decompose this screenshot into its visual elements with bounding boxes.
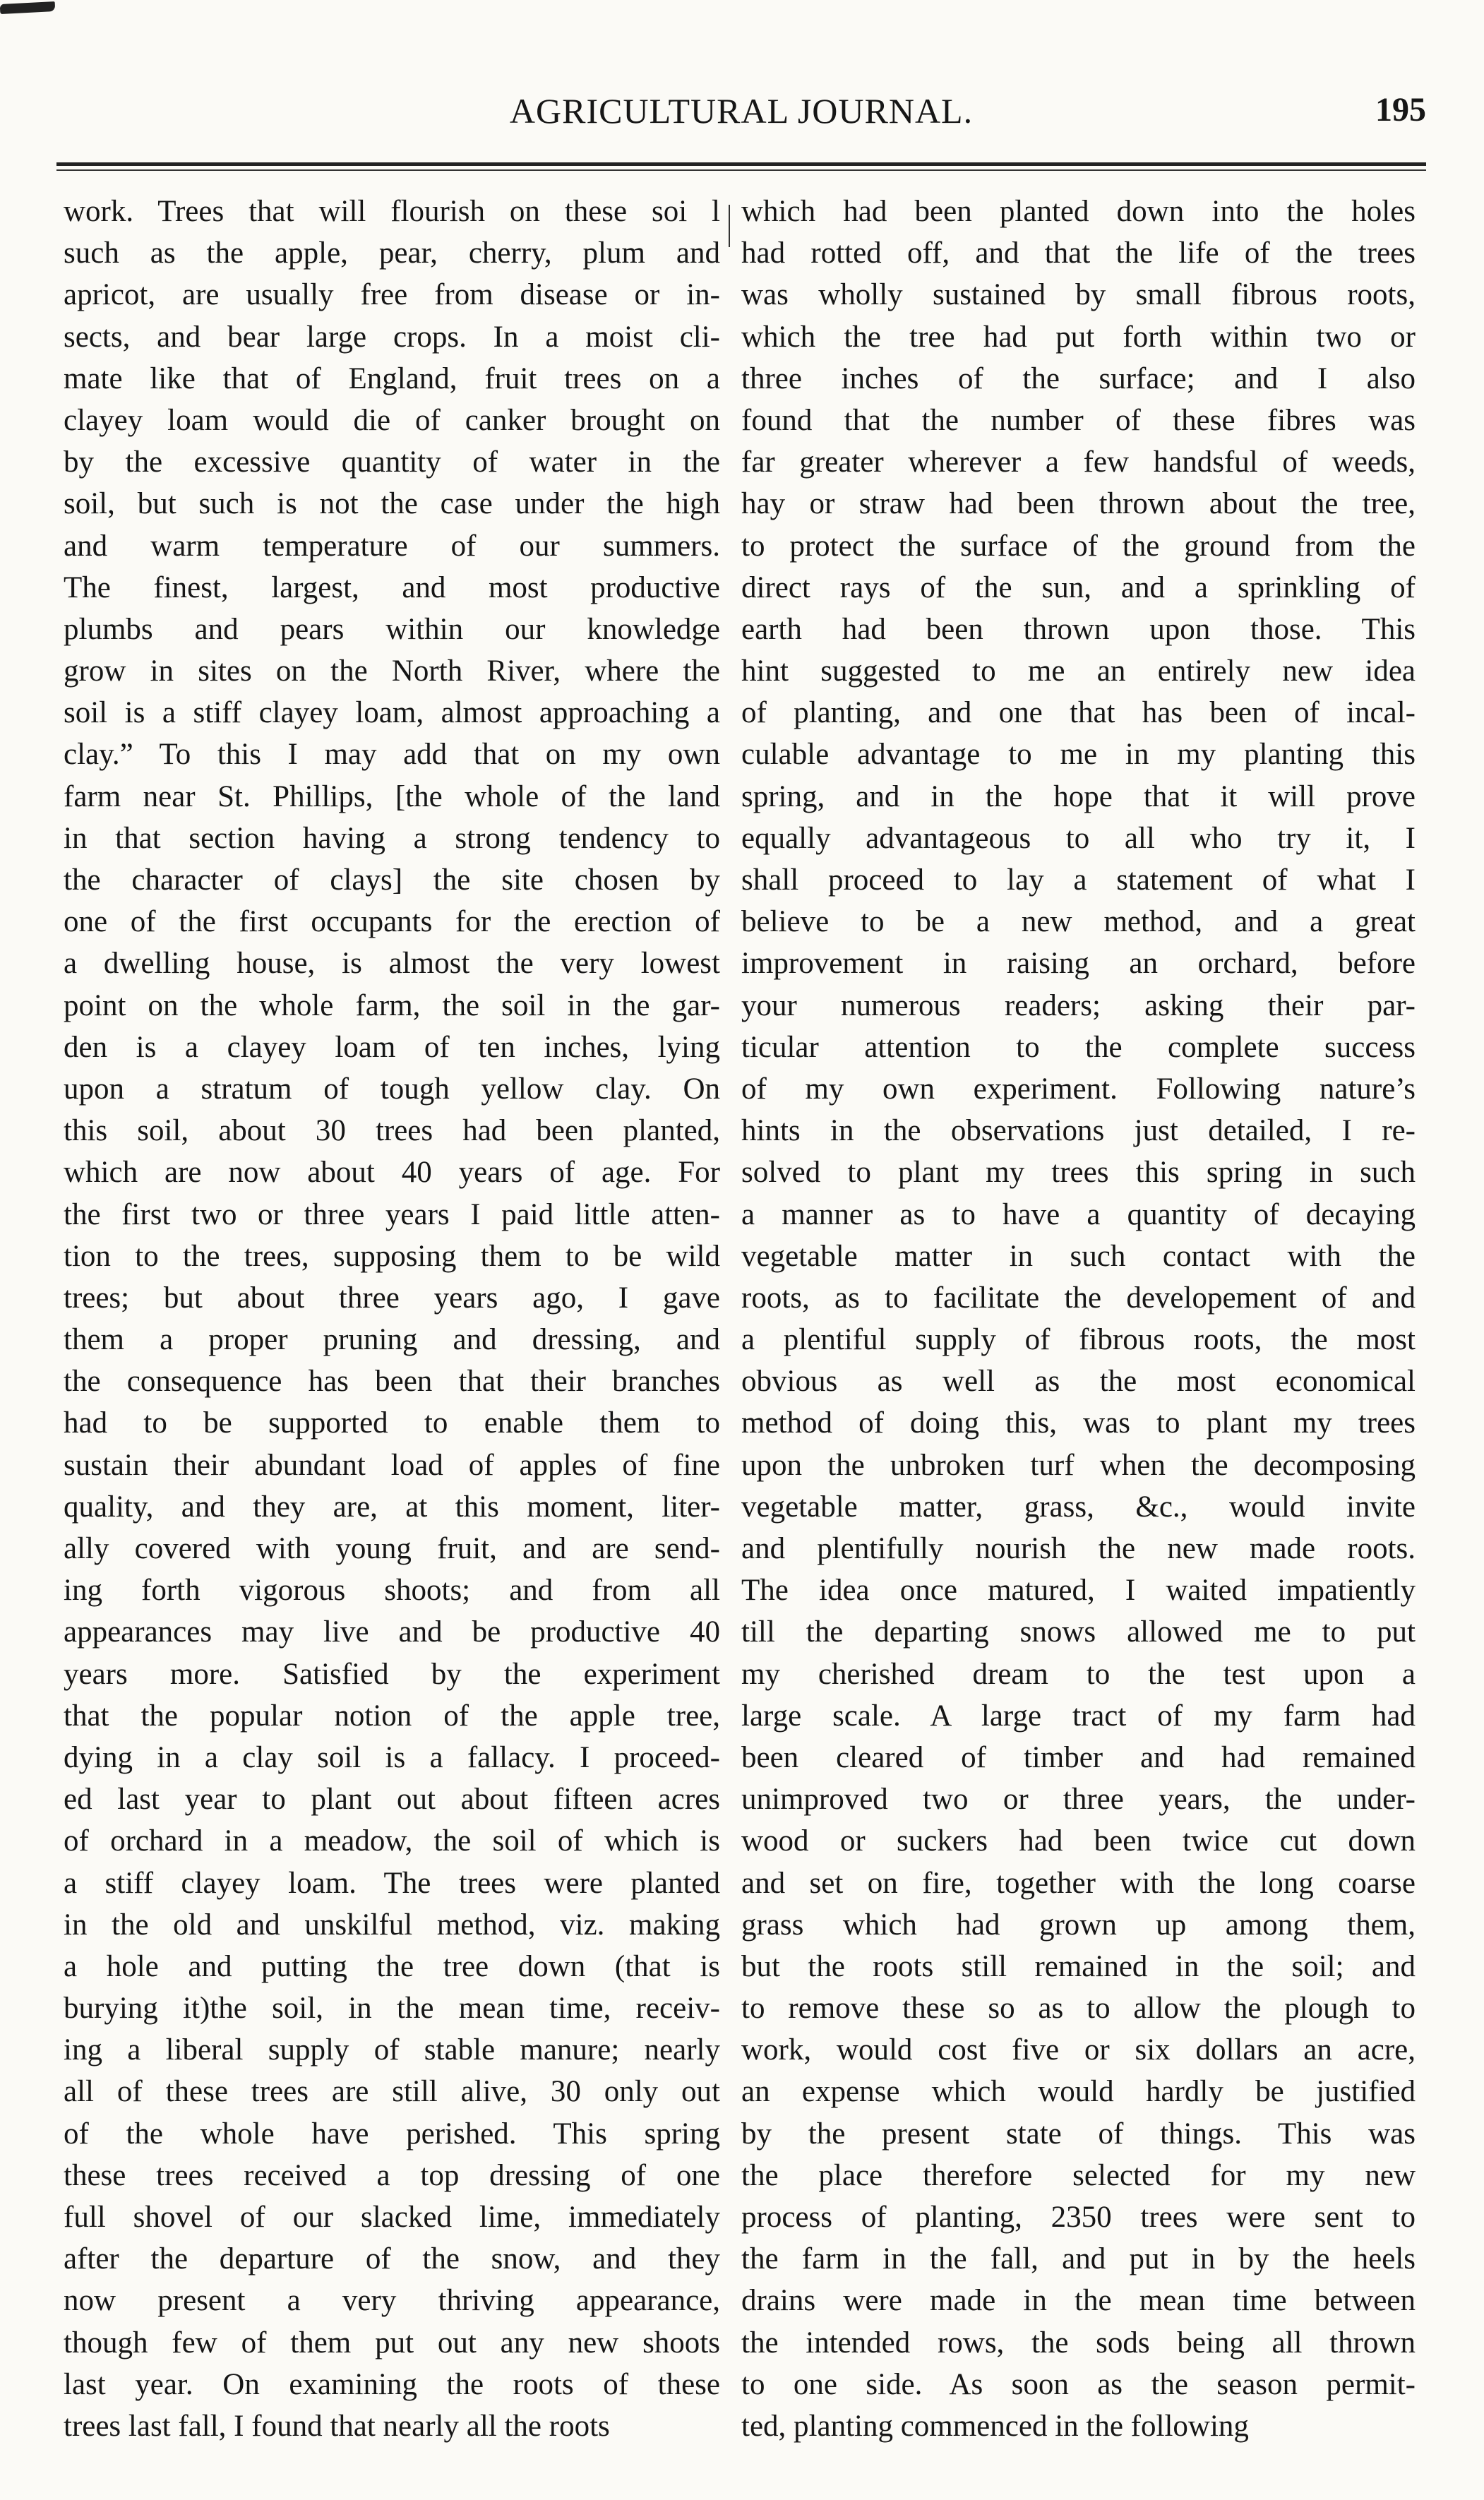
text-line: which had been planted down into the holes <box>741 195 1416 228</box>
text-line: my cherished dream to the test upon a <box>741 1657 1416 1691</box>
text-line: by the present state of things. This was <box>741 2117 1416 2151</box>
text-line: to protect the surface of the ground from the <box>741 529 1416 563</box>
text-line: a stiff clayey loam. The trees were planted <box>64 1866 720 1900</box>
text-line: but the roots still remained in the soil; and <box>741 1949 1416 1983</box>
text-line: far greater wherever a few handsful of weeds, <box>741 445 1416 479</box>
text-line: your numerous readers; asking their par- <box>741 988 1416 1022</box>
text-line: sustain their abundant load of apples of fine <box>64 1448 720 1482</box>
text-line: all of these trees are still alive, 30 only out <box>64 2075 720 2109</box>
text-line: this soil, about 30 trees had been planted, <box>64 1114 720 1148</box>
text-line: burying it)the soil, in the mean time, receiv- <box>64 1992 720 2026</box>
text-line: trees; but about three years ago, I gave <box>64 1281 720 1315</box>
text-line: vegetable matter in such contact with the <box>741 1239 1416 1273</box>
text-line: was wholly sustained by small fibrous roots, <box>741 278 1416 312</box>
text-line: mate like that of England, fruit trees on a <box>64 361 720 395</box>
text-line: a manner as to have a quantity of decaying <box>741 1197 1416 1231</box>
text-line: in that section having a strong tendency to <box>64 821 720 855</box>
text-line: after the departure of the snow, and they <box>64 2242 720 2276</box>
text-line: shall proceed to lay a statement of what I <box>741 863 1416 897</box>
text-line: a dwelling house, is almost the very lowest <box>64 947 720 981</box>
text-line: method of doing this, was to plant my trees <box>741 1406 1416 1440</box>
text-line: the intended rows, the sods being all thrown <box>741 2326 1416 2360</box>
text-line: an expense which would hardly be justified <box>741 2075 1416 2109</box>
text-line: trees last fall, I found that nearly all the roots <box>64 2409 610 2443</box>
text-line: hint suggested to me an entirely new idea <box>741 654 1416 688</box>
right-column <box>741 191 1416 2447</box>
text-line: now present a very thriving appearance, <box>64 2284 720 2318</box>
text-line: appearances may live and be productive 40 <box>64 1615 720 1649</box>
text-line: of planting, and one that has been of incal- <box>741 696 1416 730</box>
header-rule-thin <box>56 169 1426 171</box>
text-line: them a proper pruning and dressing, and <box>64 1323 720 1357</box>
text-line: believe to be a new method, and a great <box>741 905 1416 939</box>
text-line: ticular attention to the complete success <box>741 1030 1416 1064</box>
text-line: direct rays of the sun, and a sprinkling of <box>741 570 1416 604</box>
text-line: roots, as to facilitate the developement of and <box>741 1281 1416 1315</box>
text-line: hay or straw had been thrown about the tree, <box>741 487 1416 521</box>
text-line: soil, but such is not the case under the high <box>64 487 720 521</box>
text-line: ed last year to plant out about fifteen acres <box>64 1783 720 1817</box>
text-line: to one side. As soon as the season permit- <box>741 2367 1416 2401</box>
text-line: and warm temperature of our summers. <box>64 529 720 563</box>
text-line: a hole and putting the tree down (that is <box>64 1949 720 1983</box>
text-line: the consequence has been that their branches <box>64 1365 720 1399</box>
text-line: sects, and bear large crops. In a moist cli- <box>64 320 720 354</box>
text-line: improvement in raising an orchard, before <box>741 947 1416 981</box>
text-line: the first two or three years I paid little atten- <box>64 1197 720 1231</box>
text-line: till the departing snows allowed me to put <box>741 1615 1416 1649</box>
text-line: upon a stratum of tough yellow clay. On <box>64 1072 720 1106</box>
text-line: grow in sites on the North River, where the <box>64 654 720 688</box>
text-line: wood or suckers had been twice cut down <box>741 1824 1416 1858</box>
text-line: the farm in the fall, and put in by the heels <box>741 2242 1416 2276</box>
text-line: which the tree had put forth within two or <box>741 320 1416 354</box>
text-line: unimproved two or three years, the under- <box>741 1783 1416 1817</box>
text-line: plumbs and pears within our knowledge <box>64 612 720 646</box>
text-line: equally advantageous to all who try it, I <box>741 821 1416 855</box>
column-divider <box>729 205 730 247</box>
text-line: and plentifully nourish the new made roots. <box>741 1532 1416 1565</box>
text-line: found that the number of these fibres was <box>741 403 1416 437</box>
text-line: years more. Satisfied by the experiment <box>64 1657 720 1691</box>
text-line: had rotted off, and that the life of the trees <box>741 237 1416 270</box>
page-header <box>56 90 1426 140</box>
text-line: clayey loam would die of canker brought on <box>64 403 720 437</box>
text-line: soil is a stiff clayey loam, almost approaching a <box>64 696 720 730</box>
text-line: three inches of the surface; and I also <box>741 361 1416 395</box>
left-column <box>64 191 720 2447</box>
text-line: den is a clayey loam of ten inches, lying <box>64 1030 720 1064</box>
text-line: The idea once matured, I waited impatiently <box>741 1574 1416 1608</box>
ink-speck <box>0 1 55 14</box>
text-line: ing forth vigorous shoots; and from all <box>64 1574 720 1608</box>
text-line: of orchard in a meadow, the soil of which is <box>64 1824 720 1858</box>
text-line: been cleared of timber and had remained <box>741 1740 1416 1774</box>
text-line: spring, and in the hope that it will prove <box>741 779 1416 813</box>
text-line: upon the unbroken turf when the decomposing <box>741 1448 1416 1482</box>
text-line: of my own experiment. Following nature’s <box>741 1072 1416 1106</box>
header-rule-thick <box>56 162 1426 166</box>
text-line: hints in the observations just detailed, I re- <box>741 1114 1416 1148</box>
page-number: 195 <box>1375 91 1426 128</box>
text-line: ing a liberal supply of stable manure; nearly <box>64 2033 720 2067</box>
text-line: had to be supported to enable them to <box>64 1406 720 1440</box>
text-line: obvious as well as the most economical <box>741 1365 1416 1399</box>
text-line: vegetable matter, grass, &c., would invite <box>741 1490 1416 1524</box>
text-line: that the popular notion of the apple tree, <box>64 1699 720 1733</box>
text-line: the character of clays] the site chosen by <box>64 863 720 897</box>
text-line: quality, and they are, at this moment, liter- <box>64 1490 720 1524</box>
text-line: work. Trees that will flourish on these soi l <box>64 195 720 228</box>
text-line: apricot, are usually free from disease or in- <box>64 278 720 312</box>
text-line: in the old and unskilful method, viz. making <box>64 1908 720 1942</box>
text-line: one of the first occupants for the erection of <box>64 905 720 939</box>
text-line: such as the apple, pear, cherry, plum and <box>64 237 720 270</box>
text-line: ted, planting commenced in the following <box>741 2409 1249 2443</box>
text-line: last year. On examining the roots of these <box>64 2367 720 2401</box>
text-line: grass which had grown up among them, <box>741 1908 1416 1942</box>
text-line: of the whole have perished. This spring <box>64 2117 720 2151</box>
text-line: dying in a clay soil is a fallacy. I proceed- <box>64 1740 720 1774</box>
text-line: large scale. A large tract of my farm had <box>741 1699 1416 1733</box>
text-line: to remove these so as to allow the plough to <box>741 1992 1416 2026</box>
text-line: drains were made in the mean time between <box>741 2284 1416 2318</box>
text-line: these trees received a top dressing of one <box>64 2158 720 2192</box>
text-line: earth had been thrown upon those. This <box>741 612 1416 646</box>
text-line: clay.” To this I may add that on my own <box>64 738 720 772</box>
text-line: work, would cost five or six dollars an acre, <box>741 2033 1416 2067</box>
text-line: full shovel of our slacked lime, immediately <box>64 2201 720 2234</box>
text-line: the place therefore selected for my new <box>741 2158 1416 2192</box>
text-line: which are now about 40 years of age. For <box>64 1156 720 1190</box>
text-line: The finest, largest, and most productive <box>64 570 720 604</box>
text-line: and set on fire, together with the long coarse <box>741 1866 1416 1900</box>
text-line: ally covered with young fruit, and are send- <box>64 1532 720 1565</box>
text-line: culable advantage to me in my planting this <box>741 738 1416 772</box>
text-line: tion to the trees, supposing them to be wild <box>64 1239 720 1273</box>
text-line: point on the whole farm, the soil in the gar- <box>64 988 720 1022</box>
running-title: AGRICULTURAL JOURNAL. <box>509 91 974 131</box>
text-line: solved to plant my trees this spring in such <box>741 1156 1416 1190</box>
text-line: by the excessive quantity of water in the <box>64 445 720 479</box>
text-line: a plentiful supply of fibrous roots, the most <box>741 1323 1416 1357</box>
text-line: though few of them put out any new shoots <box>64 2326 720 2360</box>
text-line: farm near St. Phillips, [the whole of the land <box>64 779 720 813</box>
text-line: process of planting, 2350 trees were sent to <box>741 2201 1416 2234</box>
